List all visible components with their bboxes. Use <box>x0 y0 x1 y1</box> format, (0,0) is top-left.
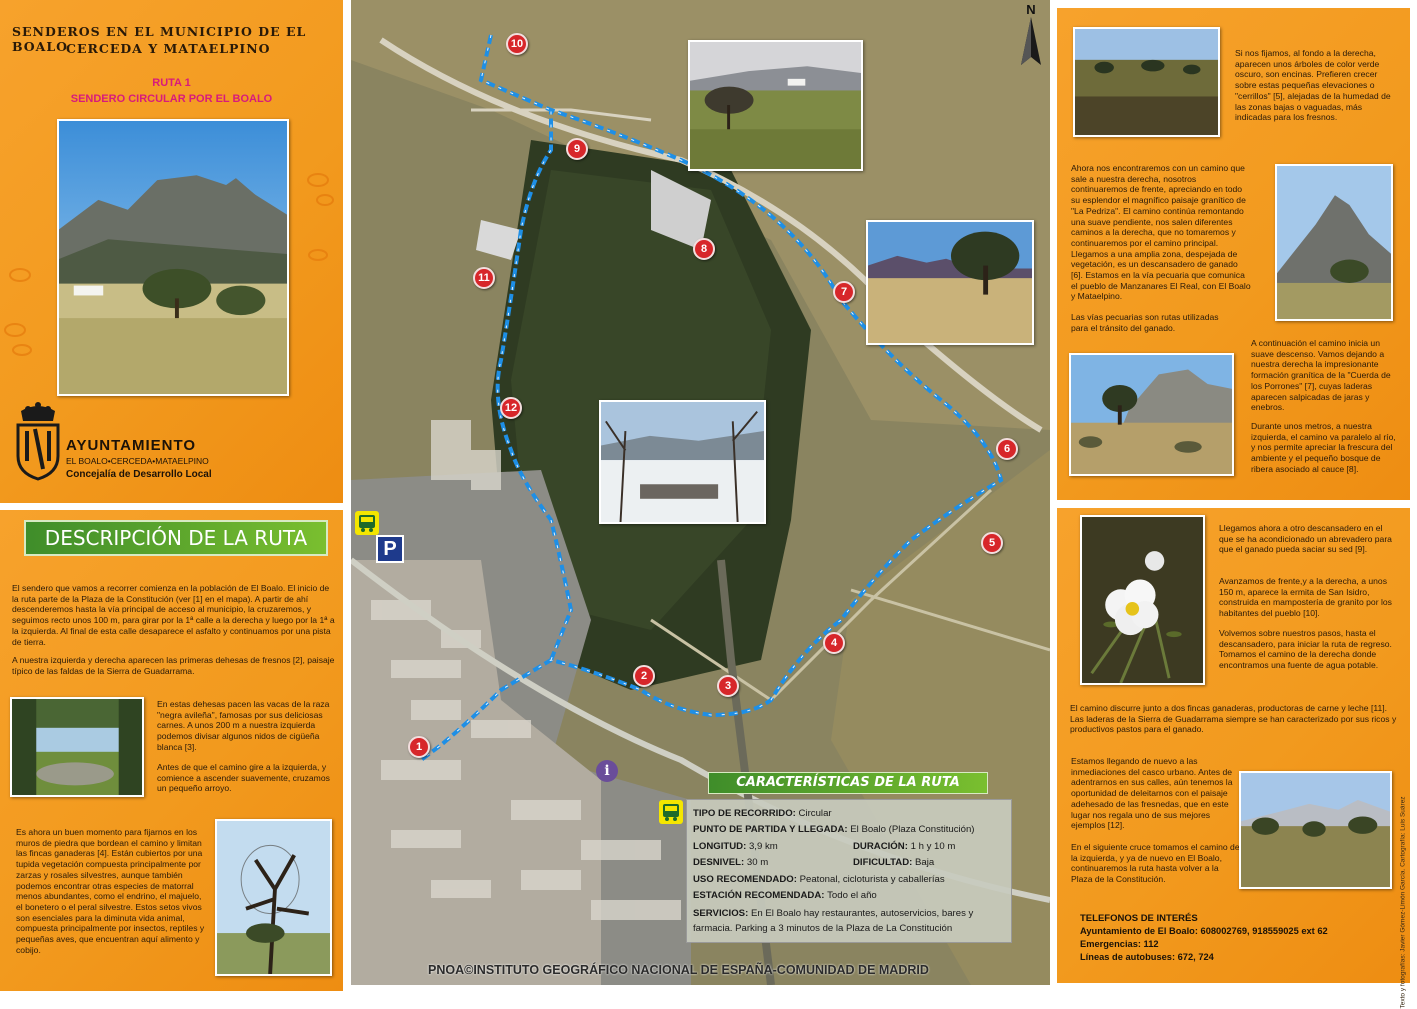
map-pin-10[interactable]: 10 <box>506 33 528 55</box>
porrones-photo <box>1069 353 1234 476</box>
punto-value: El Boalo (Plaza Constitución) <box>850 824 975 835</box>
ayuntamiento-label: AYUNTAMIENTO <box>66 437 197 454</box>
right-text-10: En el siguiente cruce tomamos el camino de la izquierda, y ya de nuevo en El Boalo, continuaremos la ruta hasta volver a la Plaza de la Constitución. <box>1071 842 1240 885</box>
right-text-9: Estamos llegando de nuevo a las inmediaciones del casco urbano. Antes de adentrarnos en sus calles, aún tenemos la oportunidad de deleitarnos con el paisaje adehesado de las fresnedas, que en este lugar nos regala uno de sus mejores ejemplos [12]. <box>1071 756 1233 831</box>
route-name: SENDERO CIRCULAR POR EL BOALO <box>70 93 273 105</box>
duracion-label: DURACIÓN: <box>853 841 908 852</box>
desc-paragraph-4: Antes de que el camino gire a la izquierda, y comience a ascender suavemente, cruzamos un pequeño arroyo. <box>157 762 330 794</box>
tipo-value: Circular <box>798 808 832 819</box>
north-arrow-icon: N <box>1016 2 1046 68</box>
right-top-panel <box>1057 8 1410 500</box>
duracion-value: 1 h y 10 m <box>910 841 956 852</box>
map-pin-2[interactable]: 2 <box>633 665 655 687</box>
tipo-label: TIPO DE RECORRIDO: <box>693 808 796 819</box>
brochure-title-line2: CERCEDA Y MATAELPINO <box>66 41 271 56</box>
department-label: Concejalía de Desarrollo Local <box>66 469 212 480</box>
right-text-1: Si nos fijamos, al fondo a la derecha, aparecen unos árboles de color verde oscuro, son encinas. Prefieren crecer sobre estas pequeñas elevaciones o "cerrillos" [5], alejadas de la humedad de las zonas bajas o vaguadas, más indicadas para los fresnos. <box>1235 48 1391 123</box>
longitud-label: LONGITUD: <box>693 841 747 852</box>
encinas-photo <box>1073 27 1220 137</box>
info-icon[interactable]: i <box>596 760 618 782</box>
map-pin-6[interactable]: 6 <box>996 438 1018 460</box>
desnivel-label: DESNIVEL: <box>693 857 745 868</box>
right-text-6: Avanzamos de frente,y a la derecha, a unos 150 m, aparece la ermita de San Isidro, construida en mampostería de granito por los habitantes del pueblo [10]. <box>1219 576 1392 619</box>
right-text-4: Durante unos metros, a nuestra izquierda, el camino va paralelo al río, y nos permite apreciar la frescura del ambiente y el pequeño bosque de ribera asociado al cauce [8]. <box>1251 421 1396 474</box>
dificultad-value: Baja <box>915 857 935 868</box>
fresno-dehesa-photo <box>10 697 144 797</box>
map-photo-encina <box>866 220 1034 345</box>
servicios-value: En El Boalo hay restaurantes, autoservicios, bares y farmacia. Parking a 3 minutos de la Plaza de La Constitución <box>693 908 974 934</box>
map-pin-8[interactable]: 8 <box>693 238 715 260</box>
map-pin-5[interactable]: 5 <box>981 532 1003 554</box>
photo-credits: Texto y fotografías: Javier Gómez-Limón García. Cartografía: Luis Suárez <box>1399 796 1407 1009</box>
bus-stop-icon-2 <box>659 800 683 824</box>
map-pin-3[interactable]: 3 <box>717 675 739 697</box>
map-pin-7[interactable]: 7 <box>833 281 855 303</box>
characteristics-box <box>686 799 1012 943</box>
fresnedas-photo <box>1239 771 1392 889</box>
bus-stop-icon <box>355 511 379 535</box>
dificultad-label: DIFICULTAD: <box>853 857 913 868</box>
map-pin-12[interactable]: 12 <box>500 397 522 419</box>
map-pin-1[interactable]: 1 <box>408 736 430 758</box>
brochure-title-line1: SENDEROS EN EL MUNICIPIO DE EL BOALO <box>12 24 307 54</box>
map-pin-9[interactable]: 9 <box>566 138 588 160</box>
desc-paragraph-1: El sendero que vamos a recorrer comienza en la población de El Boalo. El inicio de la ruta parte de la Plaza de la Constitución (ver [1] en el mapa). A partir de ahí descenderemos hasta la vía principal de acceso al municipio, la cruzaremos, y seguimos recto unos 100 m, para girar por la 1ª calle a la derecha y luego por la 1ª a la izquierda. Al final de esta calle desaparece el asfalto y continuamos por una pista de tierra. <box>12 583 335 647</box>
map-photo-ermita <box>688 40 863 171</box>
description-heading: DESCRIPCIÓN DE LA RUTA <box>24 520 328 556</box>
description-panel <box>0 510 343 991</box>
map-pin-11[interactable]: 11 <box>473 267 495 289</box>
route-number: RUTA 1 <box>152 77 191 89</box>
desnivel-value: 30 m <box>746 857 769 868</box>
estacion-label: ESTACIÓN RECOMENDADA: <box>693 890 825 901</box>
right-text-2: Ahora nos encontraremos con un camino que sale a nuestra derecha, nosotros continuaremos de frente, apreciando en todo su esplendor el magnífico paisaje granítico de "La Pedriza". El camino continúa remontando una suave pendiente, nos salen diferentes caminos a la derecha, que no tomaremos y continuaremos por el camino principal. Llegamos a una amplia zona, despejada de vegetación, es un descansadero de ganado [6]. Estamos en la vía pecuaria que comunica el pueblo de Manzanares El Real, con El Boalo y Mataelpino. <box>1071 163 1251 302</box>
servicios-label: SERVICIOS: <box>693 908 749 919</box>
coat-of-arms <box>13 401 63 481</box>
cover-photo <box>57 119 289 396</box>
pedriza-photo <box>1275 164 1393 321</box>
map-pin-4[interactable]: 4 <box>823 632 845 654</box>
map-photo-snow <box>599 400 766 524</box>
right-text-5: Llegamos ahora a otro descansadero en el que se ha acondicionado un abrevadero para que el ganado pueda saciar su sed [9]. <box>1219 523 1392 555</box>
stork-tree-photo <box>215 819 332 976</box>
parking-icon: P <box>376 535 404 563</box>
desc-paragraph-2: A nuestra izquierda y derecha aparecen las primeras dehesas de fresnos [2], paisaje típico de las faldas de la Sierra de Guadarrama. <box>12 655 335 676</box>
right-text-3: A continuación el camino inicia un suave descenso. Vamos dejando a nuestra derecha la impresionante formación granítica de la "Cuerda de los Porrones" [7], cuyas laderas aparecen salpicadas de jaras y enebros. <box>1251 338 1391 413</box>
jara-flower-photo <box>1080 515 1205 685</box>
right-text-7: Volvemos sobre nuestros pasos, hasta el descansadero, para iniciar la ruta de regreso. Tomamos el camino de la derecha donde encontramos una fuente de agua potable. <box>1219 628 1392 671</box>
towns-label: EL BOALO•CERCEDA•MATAELPINO <box>66 456 209 466</box>
cover-panel <box>0 0 343 503</box>
phone-emergencias: Emergencias: 112 <box>1080 939 1159 949</box>
phone-ayuntamiento: Ayuntamiento de El Boalo: 608002769, 918559025 ext 62 <box>1080 926 1328 936</box>
desc-paragraph-3: En estas dehesas pacen las vacas de la raza "negra avileña", famosas por sus deliciosas carnes. A unos 200 m a nuestra izquierda podemos divisar algunos nidos de cigüeña blanca [3]. <box>157 699 330 752</box>
phone-autobuses: Líneas de autobuses: 672, 724 <box>1080 952 1214 962</box>
desc-paragraph-5: Es ahora un buen momento para fijarnos en los muros de piedra que bordean el camino y limitan las fincas ganaderas [4]. Están cubiertos por una tupida vegetación compuesta principalmente por zarzas y rosales silvestres, aunque también podemos encontrar otras especies de matorral menos abundantes, como el endrino, el majuelo, el bonetero o el peral silvestre. Estos setos vivos son esenciales para la diminuta vida animal, compuesta principalmente por insectos, reptiles y pequeñas aves, que encuentran aquí alimento y cobijo. <box>16 827 205 955</box>
right-bottom-panel <box>1057 508 1410 983</box>
estacion-value: Todo el año <box>827 890 877 901</box>
uso-label: USO RECOMENDADO: <box>693 874 797 885</box>
right-text-8: El camino discurre junto a dos fincas ganaderas, productoras de carne y leche [11]. Las laderas de la Sierra de Guadarrama siempre se han caracterizado por sus ricos y productivos pastos para el ganado. <box>1070 703 1397 735</box>
characteristics-heading: CARACTERÍSTICAS DE LA RUTA <box>708 772 988 794</box>
right-text-2b: Las vías pecuarias son rutas utilizadas para el tránsito del ganado. <box>1071 312 1219 333</box>
punto-label: PUNTO DE PARTIDA Y LLEGADA: <box>693 824 848 835</box>
map-credit: PNOA©INSTITUTO GEOGRÁFICO NACIONAL DE ESPAÑA-COMUNIDAD DE MADRID <box>428 963 929 977</box>
longitud-value: 3,9 km <box>748 841 778 852</box>
uso-value: Peatonal, cicloturista y caballerías <box>799 874 945 885</box>
phones-heading: TELEFONOS DE INTERÉS <box>1080 913 1198 924</box>
